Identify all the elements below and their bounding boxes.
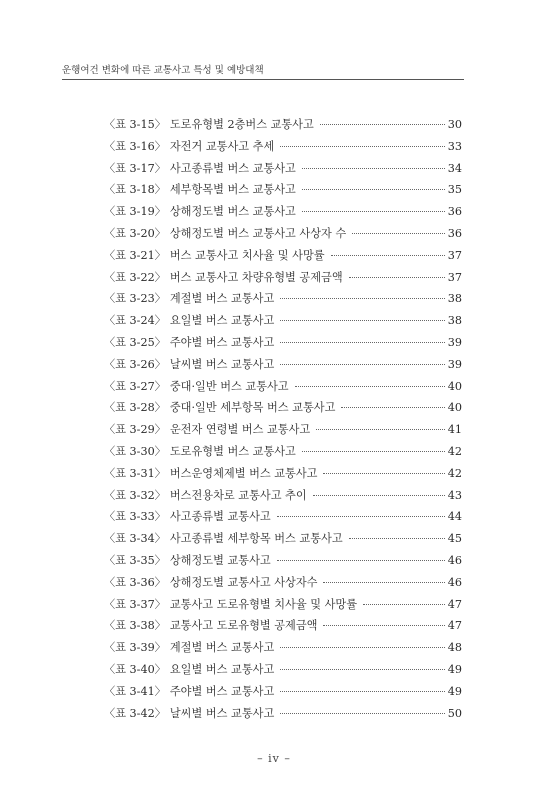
entry-page-number: 40 (447, 401, 462, 415)
toc-entry[interactable] (104, 378, 462, 400)
entry-page-number: 36 (447, 226, 462, 240)
toc-entry[interactable] (104, 574, 462, 596)
entry-page-number: 48 (447, 641, 462, 655)
dot-leader (280, 713, 444, 714)
dot-leader (280, 320, 444, 321)
running-header: 운행여건 변화에 따른 교통사고 특성 및 예방대책 (62, 65, 264, 76)
table-number: 〈표 3-16〉 (104, 139, 166, 153)
entry-title: 버스 교통사고 차량유형별 공제금액 (169, 270, 343, 284)
toc-entry[interactable] (104, 421, 462, 443)
table-number: 〈표 3-17〉 (104, 161, 166, 175)
entry-title: 요일별 버스 교통사고 (169, 314, 275, 328)
dot-leader (280, 342, 444, 343)
table-number: 〈표 3-42〉 (104, 706, 166, 720)
entry-page-number: 42 (447, 444, 462, 458)
dot-leader (280, 146, 444, 147)
entry-page-number: 50 (447, 706, 462, 720)
entry-title: 도로유형별 버스 교통사고 (169, 444, 296, 458)
dot-leader (323, 473, 444, 474)
toc-entry[interactable] (104, 705, 462, 727)
table-number: 〈표 3-15〉 (104, 118, 166, 131)
table-number: 〈표 3-30〉 (104, 444, 166, 458)
entry-title: 주야별 버스 교통사고 (169, 335, 275, 349)
toc-entry[interactable] (104, 552, 462, 574)
entry-title: 사고종류별 버스 교통사고 (169, 161, 296, 175)
dot-leader (302, 211, 445, 212)
entry-page-number: 38 (447, 292, 462, 306)
entry-page-number: 49 (447, 662, 462, 676)
entry-title: 상해정도별 교통사고 사상자수 (169, 575, 318, 589)
table-number: 〈표 3-33〉 (104, 510, 166, 524)
table-number: 〈표 3-29〉 (104, 423, 166, 437)
entry-title: 버스전용차로 교통사고 추이 (169, 488, 307, 502)
entry-title: 운전자 연령별 버스 교통사고 (169, 423, 311, 437)
toc-entry[interactable] (104, 508, 462, 530)
dot-leader (277, 516, 445, 517)
entry-page-number: 44 (447, 510, 462, 524)
entry-title: 계절별 버스 교통사고 (169, 292, 275, 306)
toc-entry[interactable] (104, 639, 462, 661)
entry-page-number: 35 (447, 183, 462, 197)
table-number: 〈표 3-18〉 (104, 183, 166, 197)
toc-entry[interactable] (104, 465, 462, 487)
entry-page-number: 47 (447, 619, 462, 633)
entry-page-number: 42 (447, 466, 462, 480)
entry-page-number: 40 (447, 379, 462, 393)
entry-page-number: 38 (447, 314, 462, 328)
entry-title: 상해정도별 버스 교통사고 사상자 수 (169, 226, 347, 240)
toc-entry[interactable] (104, 356, 462, 378)
toc-entry[interactable] (104, 203, 462, 225)
toc-entry[interactable] (104, 225, 462, 247)
table-number: 〈표 3-21〉 (104, 248, 166, 262)
entry-title: 상해정도별 버스 교통사고 (169, 205, 296, 219)
toc-entry[interactable] (104, 487, 462, 509)
toc-entry[interactable] (104, 334, 462, 356)
table-number: 〈표 3-27〉 (104, 379, 166, 393)
table-number: 〈표 3-25〉 (104, 335, 166, 349)
toc-entry[interactable] (104, 247, 462, 269)
entry-title: 날씨별 버스 교통사고 (169, 706, 275, 720)
entry-page-number: 47 (447, 597, 462, 611)
table-number: 〈표 3-35〉 (104, 553, 166, 567)
entry-title: 요일별 버스 교통사고 (169, 662, 275, 676)
toc-entry[interactable] (104, 617, 462, 639)
entry-page-number: 37 (447, 270, 462, 284)
entry-title: 도로유형별 2층버스 교통사고 (169, 118, 314, 131)
dot-leader (331, 255, 445, 256)
table-number: 〈표 3-37〉 (104, 597, 166, 611)
dot-leader (280, 669, 444, 670)
entry-title: 버스 교통사고 치사율 및 사망률 (169, 248, 325, 262)
entry-title: 사고종류별 교통사고 (169, 510, 271, 524)
dot-leader (295, 386, 445, 387)
table-number: 〈표 3-40〉 (104, 662, 166, 676)
table-number: 〈표 3-36〉 (104, 575, 166, 589)
entry-page-number: 41 (447, 423, 462, 437)
toc-entry[interactable] (104, 116, 462, 138)
toc-entry[interactable] (104, 269, 462, 291)
entry-page-number: 30 (447, 118, 462, 131)
table-of-contents-list (104, 116, 462, 726)
dot-leader (323, 582, 444, 583)
entry-title: 교통사고 도로유형별 공제금액 (169, 619, 318, 633)
table-number: 〈표 3-23〉 (104, 292, 166, 306)
dot-leader (302, 451, 445, 452)
entry-title: 중대·일반 세부항목 버스 교통사고 (169, 401, 336, 415)
toc-entry[interactable] (104, 596, 462, 618)
entry-page-number: 43 (447, 488, 462, 502)
toc-entry[interactable] (104, 160, 462, 182)
table-number: 〈표 3-31〉 (104, 466, 166, 480)
header-rule (62, 79, 464, 80)
dot-leader (280, 691, 444, 692)
dot-leader (277, 560, 445, 561)
entry-page-number: 46 (447, 553, 462, 567)
table-number: 〈표 3-32〉 (104, 488, 166, 502)
entry-page-number: 36 (447, 205, 462, 219)
table-number: 〈표 3-24〉 (104, 314, 166, 328)
table-number: 〈표 3-19〉 (104, 205, 166, 219)
table-number: 〈표 3-20〉 (104, 226, 166, 240)
dot-leader (280, 647, 444, 648)
entry-title: 사고종류별 세부항목 버스 교통사고 (169, 532, 343, 546)
dot-leader (280, 298, 444, 299)
dot-leader (349, 277, 445, 278)
entry-page-number: 37 (447, 248, 462, 262)
table-number: 〈표 3-34〉 (104, 532, 166, 546)
toc-entry[interactable] (104, 290, 462, 312)
table-number: 〈표 3-39〉 (104, 641, 166, 655)
toc-entry[interactable] (104, 530, 462, 552)
entry-page-number: 34 (447, 161, 462, 175)
page-number: – iv – (257, 752, 291, 765)
table-number: 〈표 3-26〉 (104, 357, 166, 371)
dot-leader (341, 407, 444, 408)
toc-entry[interactable] (104, 138, 462, 160)
entry-page-number: 49 (447, 684, 462, 698)
entry-title: 날씨별 버스 교통사고 (169, 357, 275, 371)
table-number: 〈표 3-41〉 (104, 684, 166, 698)
entry-page-number: 39 (447, 357, 462, 371)
entry-page-number: 46 (447, 575, 462, 589)
entry-page-number: 39 (447, 335, 462, 349)
dot-leader (352, 233, 445, 234)
toc-entry[interactable] (104, 312, 462, 334)
dot-leader (302, 168, 445, 169)
toc-entry[interactable] (104, 399, 462, 421)
toc-entry[interactable] (104, 683, 462, 705)
dot-leader (313, 495, 445, 496)
dot-leader (349, 538, 445, 539)
table-number: 〈표 3-22〉 (104, 270, 166, 284)
entry-title: 세부항목별 버스 교통사고 (169, 183, 296, 197)
toc-entry[interactable] (104, 181, 462, 203)
entry-title: 버스운영체제별 버스 교통사고 (169, 466, 318, 480)
entry-title: 계절별 버스 교통사고 (169, 641, 275, 655)
entry-page-number: 33 (447, 139, 462, 153)
dot-leader (320, 124, 445, 125)
dot-leader (302, 189, 445, 190)
entry-title: 교통사고 도로유형별 치사율 및 사망률 (169, 597, 358, 611)
dot-leader (280, 364, 444, 365)
table-number: 〈표 3-38〉 (104, 619, 166, 633)
toc-entry[interactable] (104, 443, 462, 465)
table-number: 〈표 3-28〉 (104, 401, 166, 415)
dot-leader (323, 625, 444, 626)
entry-title: 상해정도별 교통사고 (169, 553, 271, 567)
entry-page-number: 45 (447, 532, 462, 546)
entry-title: 자전거 교통사고 추세 (169, 139, 275, 153)
toc-entry[interactable] (104, 661, 462, 683)
entry-title: 주야별 버스 교통사고 (169, 684, 275, 698)
entry-title: 중대·일반 버스 교통사고 (169, 379, 289, 393)
dot-leader (316, 429, 445, 430)
dot-leader (363, 604, 445, 605)
